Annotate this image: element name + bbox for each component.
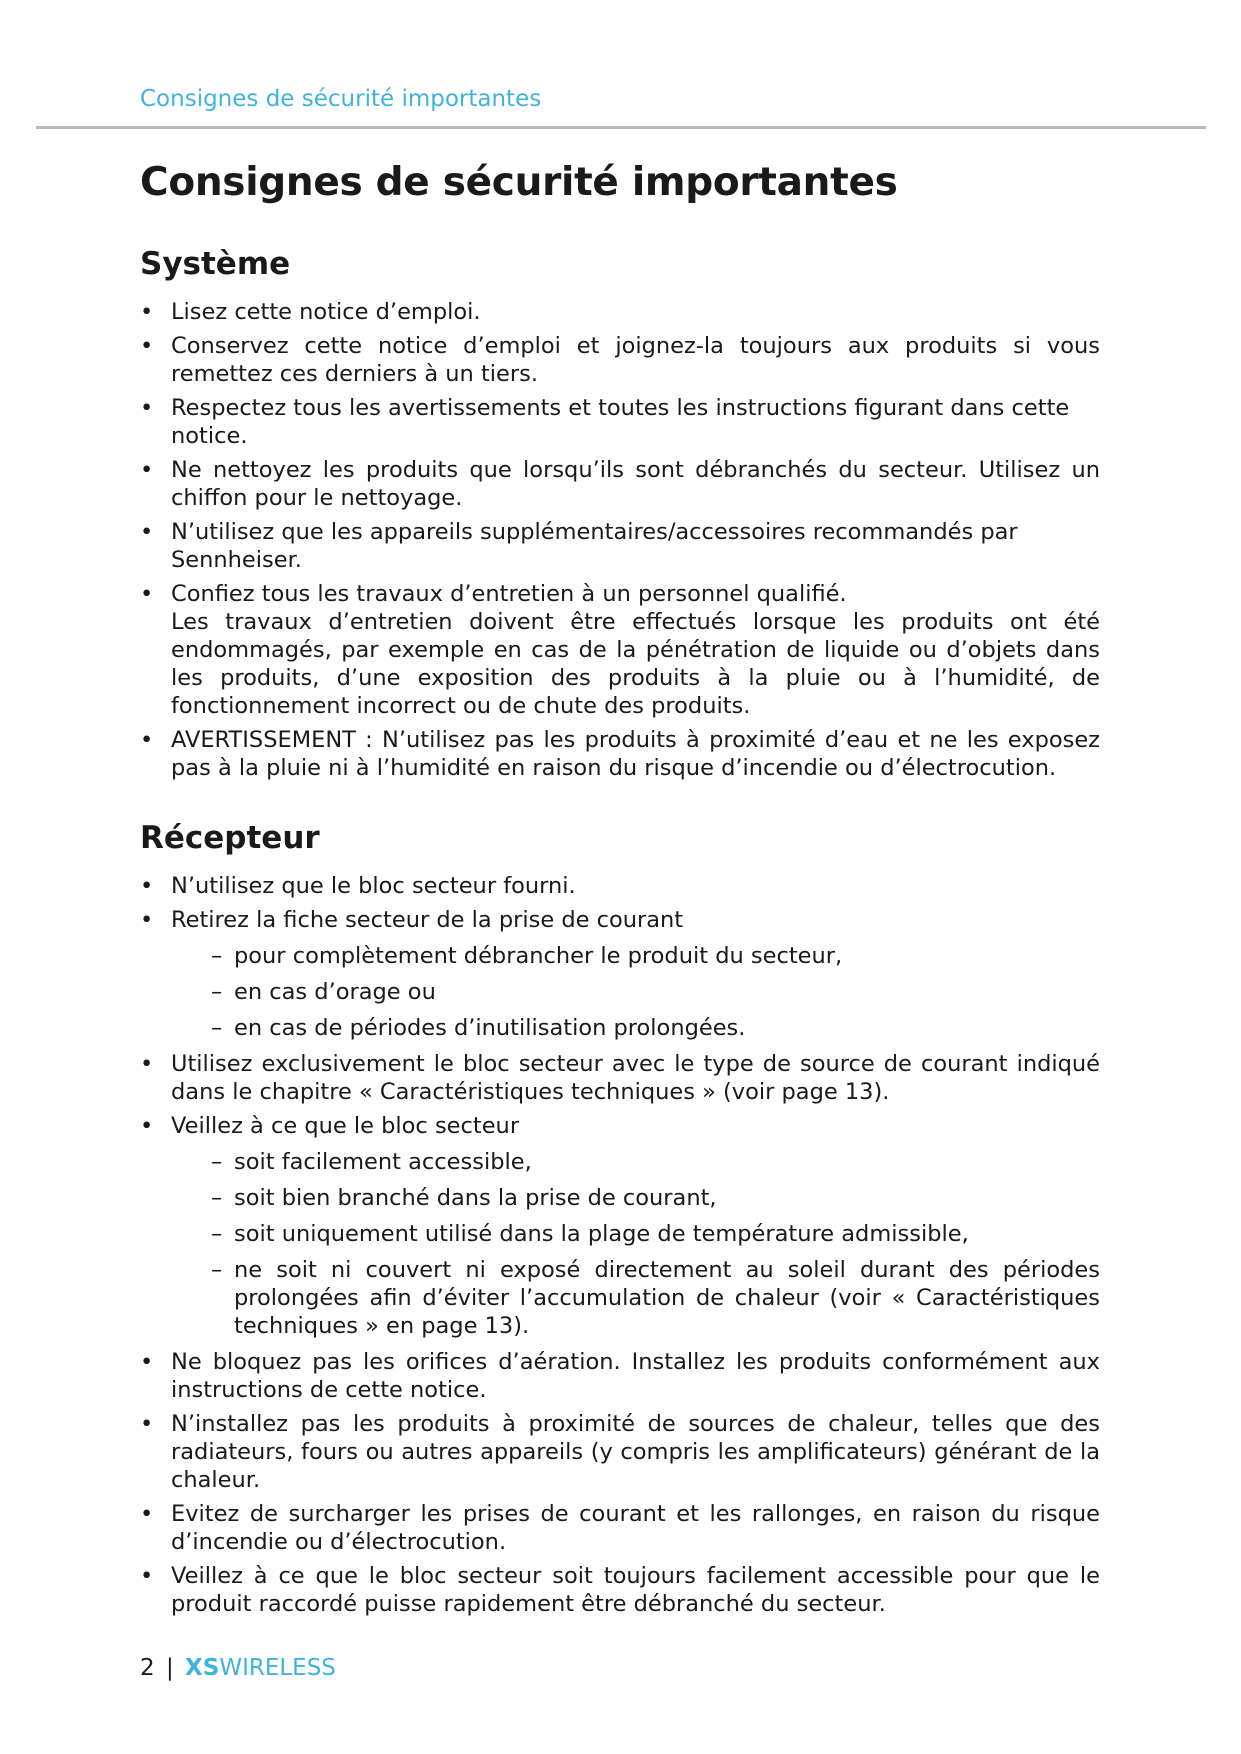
list-item-text: Ne bloquez pas les orifices d’aération. Installez les produits conformément aux instructions de cette notice.	[171, 1349, 1100, 1403]
list-item	[140, 580, 1100, 720]
list-item-paragraph: Les travaux d’entretien doivent être effectués lorsque les produits ont été endommagés, par exemple en cas de la pénétration de liquide ou d’objets dans les produits, d’une exposition des produits à la pluie ou à l’humidité, de fonctionnement incorrect ou de chute des produits.	[171, 609, 1100, 719]
sub-list	[171, 1148, 1100, 1340]
list-item-text: AVERTISSEMENT : N’utilisez pas les produits à proximité d’eau et ne les exposez pas à la pluie ni à l’humidité en raison du risque d’incendie ou d’électrocution.	[171, 727, 1100, 781]
running-header: Consignes de sécurité importantes	[140, 86, 542, 112]
list-item	[140, 726, 1100, 782]
brand-prefix: XS	[185, 1655, 220, 1681]
page-title: Consignes de sécurité importantes	[140, 160, 898, 205]
section-heading-recepteur: Récepteur	[140, 820, 320, 856]
list-item	[140, 394, 1100, 450]
list-item-text: Confiez tous les travaux d’entretien à un personnel qualifié.	[171, 581, 847, 607]
list-item	[140, 906, 1100, 1042]
list-item-text: Utilisez exclusivement le bloc secteur avec le type de source de courant indiqué dans le chapitre « Caractéristiques techniques » (voir page 13).	[171, 1051, 1100, 1105]
list-item	[140, 872, 1100, 900]
list-item	[140, 1112, 1100, 1340]
sub-list-item: – ne soit ni couvert ni exposé directement au soleil durant des périodes prolongées afin d’éviter l’accumulation de chaleur (voir « Caractéristiques techniques » en page 13).	[171, 1256, 1100, 1340]
main-content	[140, 158, 1100, 1624]
sub-list-item: – soit facilement accessible,	[171, 1148, 1100, 1176]
footer-separator: |	[165, 1655, 174, 1681]
list-item-text: Respectez tous les avertissements et toutes les instructions figurant dans cette notice.	[171, 395, 1070, 449]
recepteur-list	[140, 872, 1100, 1618]
section-heading-systeme: Système	[140, 246, 291, 282]
list-item	[140, 1562, 1100, 1618]
list-item-text: Conservez cette notice d’emploi et joignez-la toujours aux produits si vous remettez ces derniers à un tiers.	[171, 333, 1100, 387]
sub-list-item: – en cas d’orage ou	[171, 978, 1100, 1006]
list-item	[140, 1410, 1100, 1494]
sub-list-item: – en cas de périodes d’inutilisation prolongées.	[171, 1014, 1100, 1042]
list-item	[140, 1050, 1100, 1106]
sub-list-item: – soit bien branché dans la prise de courant,	[171, 1184, 1100, 1212]
list-item	[140, 456, 1100, 512]
page-footer	[140, 1655, 336, 1681]
list-item-text: N’installez pas les produits à proximité de sources de chaleur, telles que des radiateurs, fours ou autres appareils (y compris les amplificateurs) générant de la chaleur.	[171, 1411, 1100, 1493]
list-item-text: N’utilisez que le bloc secteur fourni.	[171, 873, 576, 899]
list-item-text: Veillez à ce que le bloc secteur soit toujours facilement accessible pour que le produit raccordé puisse rapidement être débranché du secteur.	[171, 1563, 1100, 1617]
list-item	[140, 1348, 1100, 1404]
sub-list	[171, 942, 1100, 1042]
header-divider	[36, 126, 1206, 129]
sub-list-item: – pour complètement débrancher le produit du secteur,	[171, 942, 1100, 970]
list-item	[140, 518, 1100, 574]
sub-list-item: – soit uniquement utilisé dans la plage de température admissible,	[171, 1220, 1100, 1248]
systeme-list	[140, 298, 1100, 782]
list-item-text: Ne nettoyez les produits que lorsqu’ils sont débranchés du secteur. Utilisez un chiffon pour le nettoyage.	[171, 457, 1100, 511]
list-item-text: Veillez à ce que le bloc secteur	[171, 1113, 520, 1139]
list-item-text: Evitez de surcharger les prises de courant et les rallonges, en raison du risque d’incendie ou d’électrocution.	[171, 1501, 1100, 1555]
brand-name: WIRELESS	[219, 1655, 336, 1681]
list-item-text: Lisez cette notice d’emploi.	[171, 299, 481, 325]
list-item	[140, 298, 1100, 326]
list-item	[140, 332, 1100, 388]
list-item-text: Retirez la fiche secteur de la prise de courant	[171, 907, 684, 933]
list-item	[140, 1500, 1100, 1556]
page-number: 2	[140, 1655, 155, 1681]
list-item-text: N’utilisez que les appareils supplémentaires/accessoires recommandés par Sennheiser.	[171, 519, 1018, 573]
